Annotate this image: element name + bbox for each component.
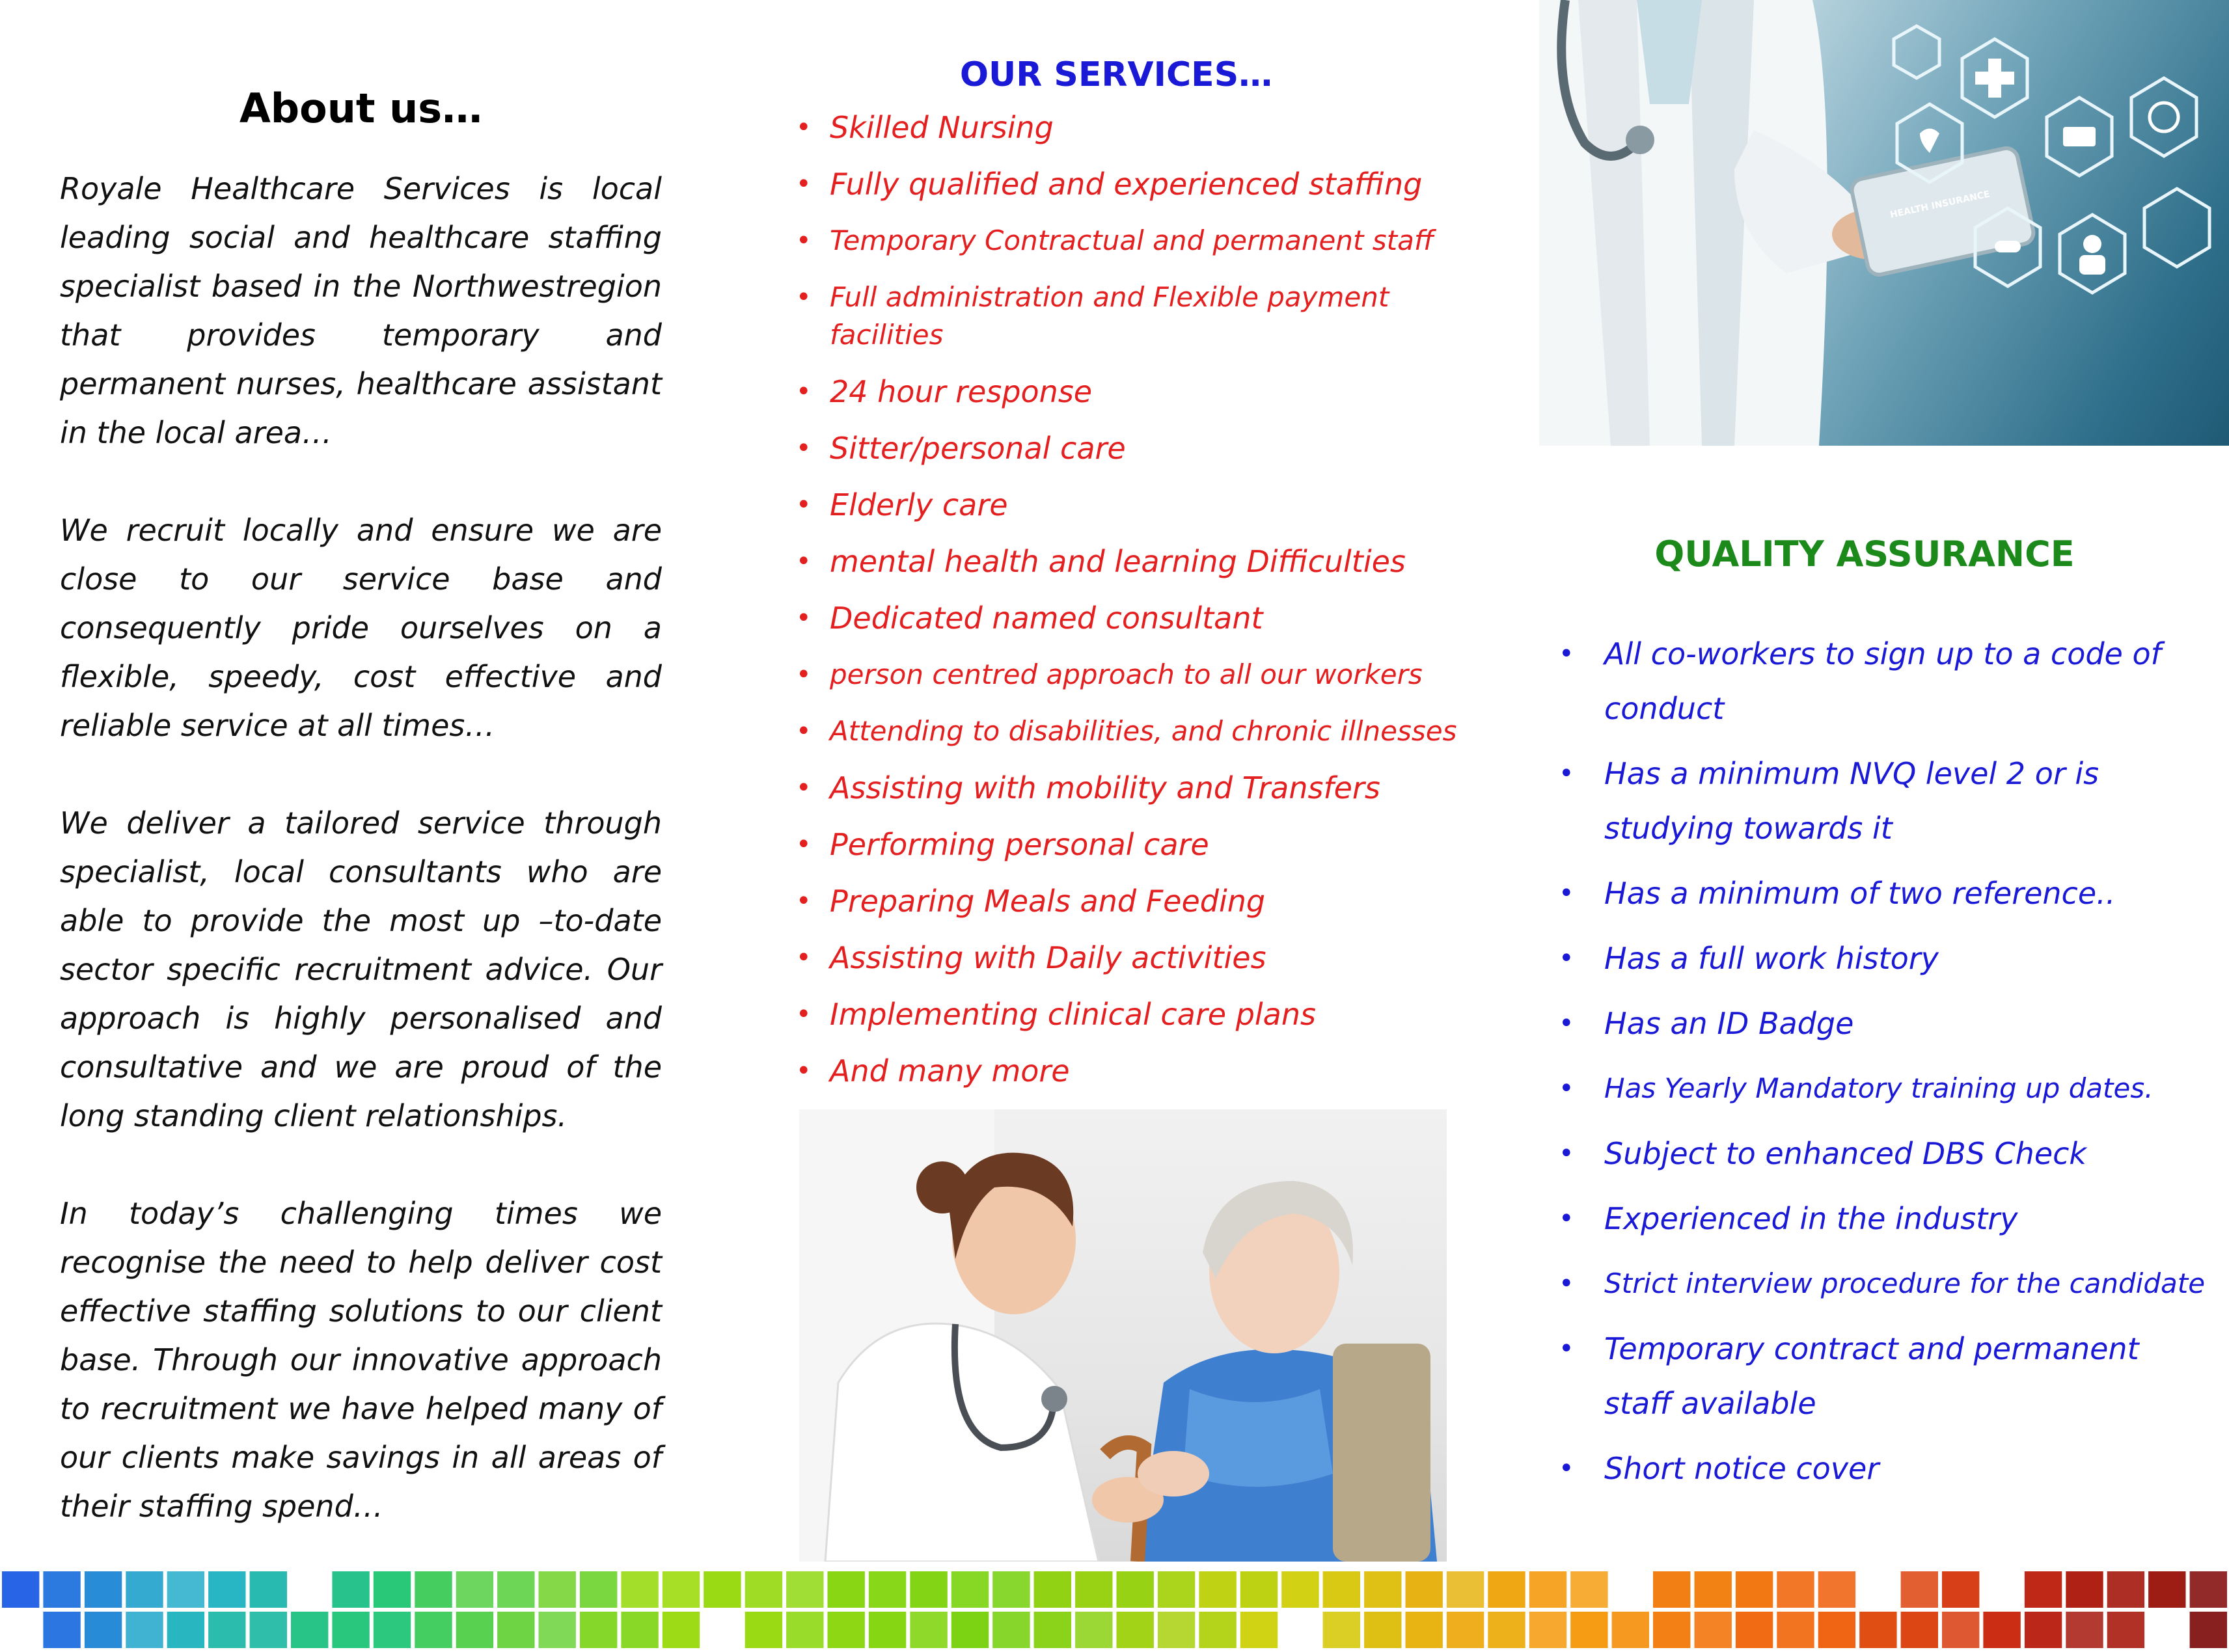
strip-tile — [43, 1612, 80, 1648]
doctor-illustration — [1539, 0, 2229, 446]
strip-tile — [1158, 1612, 1195, 1648]
strip-tile — [1406, 1571, 1443, 1608]
strip-tile — [43, 1571, 80, 1608]
bullet-icon: • — [1559, 1009, 1574, 1038]
strip-tile — [580, 1612, 617, 1648]
quality-item: • Strict interview procedure for the candidate — [1546, 1256, 2209, 1311]
bullet-icon: • — [796, 999, 812, 1029]
strip-tile — [1364, 1571, 1401, 1608]
service-item: • And many more — [796, 1053, 1070, 1089]
strip-tile — [415, 1612, 452, 1648]
service-item: • Attending to disabilities, and chronic illnesses — [791, 712, 1468, 750]
service-item: • 24 hour response — [796, 374, 1093, 409]
strip-tile — [1034, 1571, 1071, 1608]
strip-tile — [1695, 1571, 1732, 1608]
strip-tile — [786, 1571, 823, 1608]
strip-tile — [1199, 1612, 1236, 1648]
bullet-icon: • — [796, 830, 812, 860]
strip-tile — [992, 1571, 1030, 1608]
strip-tile — [1158, 1571, 1195, 1608]
quality-item: • Has an ID Badge — [1546, 996, 2209, 1051]
strip-tile — [1488, 1612, 1525, 1648]
quality-item: • Has a minimum NVQ level 2 or is studying towards it — [1546, 746, 2209, 856]
quality-item: • Subject to enhanced DBS Check — [1546, 1126, 2209, 1181]
strip-tile — [2148, 1571, 2185, 1608]
strip-tile — [1942, 1571, 1979, 1608]
service-item: • Full administration and Flexible payment facilities — [791, 278, 1415, 354]
strip-tile — [250, 1571, 287, 1608]
bullet-icon: • — [1559, 639, 1574, 669]
strip-tile — [1199, 1571, 1236, 1608]
bullet-icon: • — [1559, 878, 1574, 908]
strip-tile — [332, 1612, 369, 1648]
bullet-icon: • — [1559, 1454, 1574, 1483]
bullet-icon: • — [1559, 1074, 1574, 1104]
quality-item: • Has a full work history — [1546, 931, 2209, 986]
strip-tile — [374, 1612, 411, 1648]
strip-tile — [621, 1612, 658, 1648]
nurse-elderly-photo — [799, 1109, 1447, 1562]
strip-tile — [1859, 1612, 1896, 1648]
strip-tile — [910, 1571, 947, 1608]
strip-tile — [1777, 1571, 1814, 1608]
bullet-icon: • — [1559, 1334, 1574, 1364]
decorative-color-strip — [0, 1569, 2229, 1652]
bullet-icon: • — [796, 547, 812, 576]
bullet-icon: • — [1559, 759, 1574, 789]
quality-item: • Has Yearly Mandatory training up dates. — [1546, 1061, 2209, 1116]
dollar-icon — [2131, 78, 2196, 156]
strip-tile — [85, 1612, 122, 1648]
service-item: • Temporary Contractual and permanent staff — [791, 222, 1468, 260]
strip-tile — [869, 1571, 906, 1608]
strip-tile — [828, 1612, 865, 1648]
strip-tile — [1901, 1571, 1938, 1608]
bullet-icon: • — [796, 282, 812, 312]
service-item: • person centred approach to all our workers — [791, 656, 1468, 694]
nurse-elderly-illustration — [799, 1109, 1447, 1562]
strip-tile — [497, 1612, 534, 1648]
strip-tile — [704, 1571, 741, 1608]
strip-tile — [1901, 1612, 1938, 1648]
doctor-photo — [1539, 0, 2229, 446]
bullet-icon: • — [796, 773, 812, 803]
quality-item: • Experienced in the industry — [1546, 1191, 2209, 1246]
strip-tile — [910, 1612, 947, 1648]
bullet-icon: • — [796, 716, 812, 746]
strip-tile — [1323, 1571, 1360, 1608]
strip-tile — [1364, 1612, 1401, 1648]
service-item: • Assisting with mobility and Transfers — [796, 770, 1380, 806]
strip-tile — [208, 1571, 245, 1608]
strip-tile — [1529, 1571, 1566, 1608]
strip-tile — [1075, 1612, 1112, 1648]
strip-tile — [1447, 1571, 1484, 1608]
bullet-icon: • — [796, 886, 812, 916]
bullet-icon: • — [796, 169, 812, 199]
strip-tile — [1818, 1571, 1855, 1608]
strip-tile — [332, 1571, 369, 1608]
about-paragraph-1: Royale Healthcare Services is local leading social and healthcare staffing specialist based in the Northwestregion that provides temporary and permanent nurses, healthcare assistant in the local area… — [60, 171, 662, 450]
handshake-icon — [2144, 189, 2209, 267]
strip-tile — [1818, 1612, 1855, 1648]
strip-tile — [2, 1571, 39, 1608]
bullet-icon: • — [796, 490, 812, 520]
services-section — [791, 55, 1468, 1109]
bullet-icon: • — [796, 1056, 812, 1086]
strip-tile — [1034, 1612, 1071, 1648]
strip-tile — [2025, 1612, 2062, 1648]
quality-assurance-section — [1546, 534, 2209, 1506]
about-paragraph-3: We deliver a tailored service through specialist, local consultants who are able to provide the most up –to-date sector specific recruitment advice. Our approach is highly personalised and consultative and we are proud of the long standing client relationships. — [60, 806, 662, 1133]
strip-tile — [2107, 1612, 2144, 1648]
about-title: About us… — [239, 85, 483, 132]
strip-tile — [828, 1571, 865, 1608]
strip-tile — [1488, 1571, 1525, 1608]
strip-tile — [1323, 1612, 1360, 1648]
service-item: • Dedicated named consultant — [796, 601, 1263, 636]
strip-tile — [167, 1612, 204, 1648]
strip-tile — [208, 1612, 245, 1648]
strip-tile — [580, 1571, 617, 1608]
quality-title: QUALITY ASSURANCE — [1654, 534, 2075, 575]
strip-tile — [663, 1571, 700, 1608]
strip-tile — [497, 1571, 534, 1608]
bullet-icon: • — [1559, 1204, 1574, 1234]
strip-tile — [1736, 1612, 1773, 1648]
strip-tile — [1570, 1612, 1607, 1648]
about-paragraph-2: We recruit locally and ensure we are close to our service base and consequently pride ourselves on a flexible, speedy, cost effective and reliable service at all times… — [60, 513, 662, 743]
bullet-icon: • — [796, 377, 812, 407]
strip-tile — [1736, 1571, 1773, 1608]
service-item: • Sitter/personal care — [796, 431, 1126, 466]
strip-tile — [1240, 1612, 1278, 1648]
strip-tile — [1570, 1571, 1607, 1608]
strip-tile — [415, 1571, 452, 1608]
about-section — [60, 85, 662, 1580]
strip-tile — [2025, 1571, 2062, 1608]
bullet-icon: • — [1559, 943, 1574, 973]
strip-tile — [1612, 1612, 1649, 1648]
service-item: • Skilled Nursing — [796, 110, 1054, 145]
strip-tile — [85, 1571, 122, 1608]
service-item: • Implementing clinical care plans — [796, 997, 1316, 1032]
strip-tile — [1117, 1612, 1154, 1648]
strip-tile — [1281, 1571, 1319, 1608]
strip-tile — [1942, 1612, 1979, 1648]
service-item: • Elderly care — [796, 487, 1008, 522]
strip-tile — [992, 1612, 1030, 1648]
quality-item: • Has a minimum of two reference.. — [1546, 866, 2209, 921]
about-paragraph-4: In today’s challenging times we recognise the need to help deliver cost effective staffing solutions to our client base. Through our innovative approach to recruitment we have helped many of our clients make savings in all areas of their staffing spend… — [60, 1196, 662, 1524]
quality-item: • Temporary contract and permanent staff available — [1546, 1321, 2209, 1431]
strip-tile — [663, 1612, 700, 1648]
strip-tile — [1447, 1612, 1484, 1648]
strip-tile — [2066, 1612, 2103, 1648]
bullet-icon: • — [1559, 1269, 1574, 1299]
strip-tile — [456, 1571, 493, 1608]
strip-tile — [2107, 1571, 2144, 1608]
strip-tile — [951, 1612, 989, 1648]
strip-tile — [250, 1612, 287, 1648]
strip-tile — [1777, 1612, 1814, 1648]
strip-tile — [1695, 1612, 1732, 1648]
strip-tile — [951, 1571, 989, 1608]
service-item: • Assisting with Daily activities — [796, 940, 1266, 975]
strip-tile — [539, 1612, 576, 1648]
strip-tile — [1653, 1571, 1690, 1608]
strip-tile — [1075, 1571, 1112, 1608]
bullet-icon: • — [796, 226, 812, 256]
services-list — [791, 109, 1468, 1090]
strip-tile — [786, 1612, 823, 1648]
strip-tile — [456, 1612, 493, 1648]
strip-tile — [167, 1571, 204, 1608]
services-title: OUR SERVICES… — [959, 55, 1273, 94]
bullet-icon: • — [796, 603, 812, 633]
strip-tile — [1240, 1571, 1278, 1608]
service-item: • Fully qualified and experienced staffing — [796, 167, 1423, 202]
service-item: • Preparing Meals and Feeding — [796, 884, 1266, 919]
strip-tile — [745, 1612, 782, 1648]
bullet-icon: • — [796, 943, 812, 973]
strip-tile — [1529, 1612, 1566, 1648]
strip-tile — [1653, 1612, 1690, 1648]
strip-tile — [1983, 1612, 2020, 1648]
quality-item: • Short notice cover — [1546, 1441, 2209, 1496]
strip-tile — [126, 1571, 163, 1608]
bullet-icon: • — [796, 660, 812, 690]
strip-tile — [1406, 1612, 1443, 1648]
strip-tile — [2066, 1571, 2103, 1608]
bullet-icon: • — [1559, 1139, 1574, 1169]
strip-tile — [539, 1571, 576, 1608]
bullet-icon: • — [796, 433, 812, 463]
strip-tile — [745, 1571, 782, 1608]
strip-tile — [374, 1571, 411, 1608]
quality-item: • All co-workers to sign up to a code of conduct — [1546, 627, 2209, 736]
service-item: • mental health and learning Difficulties — [796, 544, 1406, 579]
strip-tile — [621, 1571, 658, 1608]
doctor-icon — [2060, 215, 2125, 293]
strip-tile — [2190, 1612, 2227, 1648]
bullet-icon: • — [796, 113, 812, 142]
service-item: • Performing personal care — [796, 827, 1209, 862]
tablet-label: HEALTH INSURANCE — [1889, 189, 1991, 221]
strip-tile — [2190, 1571, 2227, 1608]
strip-tile — [291, 1612, 328, 1648]
strip-tile — [1117, 1571, 1154, 1608]
document-icon — [1894, 26, 1939, 78]
strip-tile — [126, 1612, 163, 1648]
quality-list — [1546, 627, 2209, 1496]
strip-tile — [869, 1612, 906, 1648]
